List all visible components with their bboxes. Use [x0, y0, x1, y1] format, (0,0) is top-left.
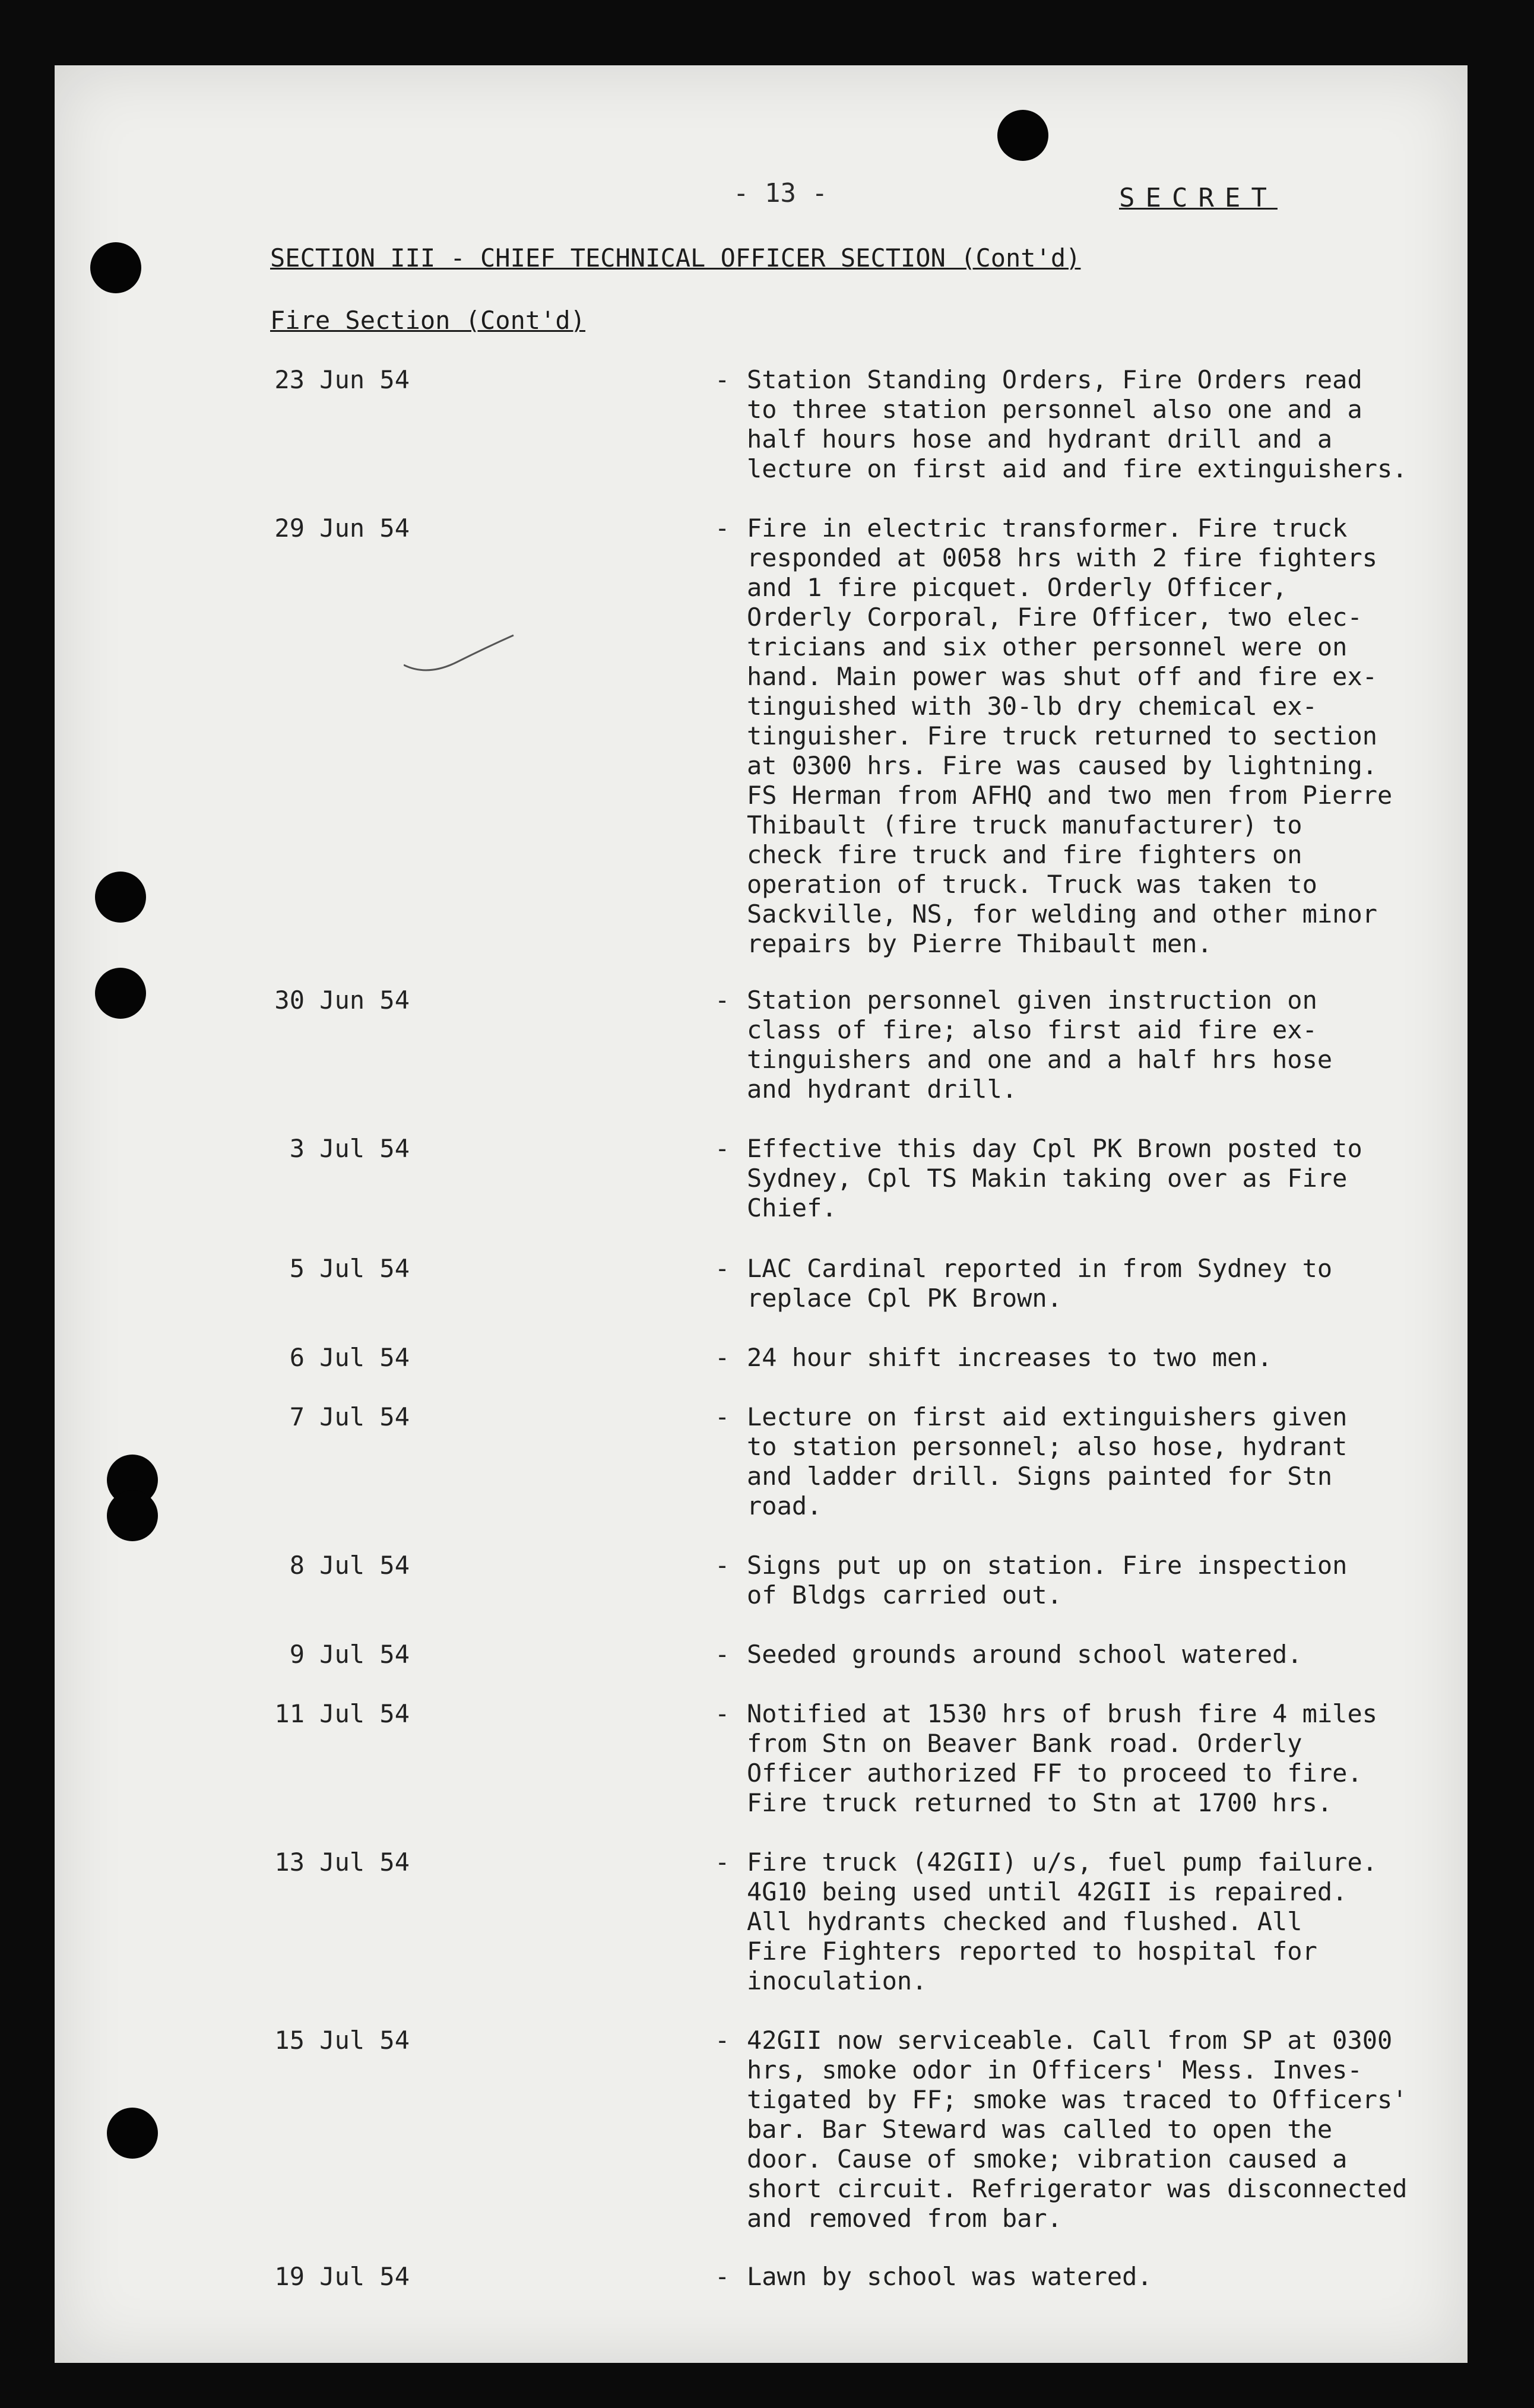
- page-number: - 13 -: [733, 178, 828, 208]
- entry-dash: -: [715, 1699, 730, 1728]
- entry-dash: -: [715, 514, 730, 543]
- pencil-mark: [404, 632, 522, 680]
- punch-hole: [997, 110, 1048, 161]
- entry-text: Fire in electric transformer. Fire truck responded at 0058 hrs with 2 fire fighters and 1 fire picquet. Orderly Officer, Orderly Corporal, Fire Officer, two elec- tricians and six other personnel were on hand. Main power was shut off and fire ex- tinguished with 30-lb dry chemical ex- tinguisher. Fire truck returned to section at 0300 hrs. Fire was caused by lightning. FS Herman from AFHQ and two men from Pierre Thibault (fire truck manufacturer) to check fire truck and fire fighters on operation of truck. Truck was taken to Sackville, NS, for welding and other minor repairs by Pierre Thibault men.: [747, 514, 1393, 958]
- entry-text: 42GII now serviceable. Call from SP at 0300 hrs, smoke odor in Officers' Mess. Inves- tigated by FF; smoke was traced to Officers' bar. Bar Steward was called to open the door. Cause of smoke; vibration caused a short circuit. Refrigerator was disconnected and removed from bar.: [747, 2026, 1408, 2233]
- entry-date: 30 Jun 54: [274, 986, 410, 1015]
- punch-hole: [107, 1490, 158, 1541]
- entry-text: Lawn by school was watered.: [747, 2262, 1152, 2291]
- entry-date: 19 Jul 54: [274, 2262, 410, 2291]
- entry-date: 23 Jun 54: [274, 365, 410, 394]
- entry-dash: -: [715, 1343, 730, 1372]
- entry-text: Effective this day Cpl PK Brown posted to Sydney, Cpl TS Makin taking over as Fire Chief.: [747, 1134, 1362, 1222]
- entry-date: 8 Jul 54: [289, 1551, 410, 1580]
- entry-date: 7 Jul 54: [289, 1402, 410, 1431]
- entry-date: 3 Jul 54: [289, 1134, 410, 1163]
- entry-text: Signs put up on station. Fire inspection of Bldgs carried out.: [747, 1551, 1348, 1609]
- entry-date: 5 Jul 54: [289, 1254, 410, 1283]
- entry-date: 13 Jul 54: [274, 1848, 410, 1877]
- entry-dash: -: [715, 1551, 730, 1580]
- entry-text: Station personnel given instruction on class of fire; also first aid fire ex- tinguishers and one and a half hrs hose and hydrant drill.: [747, 986, 1333, 1104]
- entry-dash: -: [715, 2026, 730, 2055]
- entry-text: LAC Cardinal reported in from Sydney to replace Cpl PK Brown.: [747, 1254, 1333, 1313]
- entry-text: Seeded grounds around school watered.: [747, 1640, 1302, 1669]
- entry-text: Notified at 1530 hrs of brush fire 4 miles from Stn on Beaver Bank road. Orderly Officer authorized FF to proceed to fire. Fire truck returned to Stn at 1700 hrs.: [747, 1699, 1378, 1817]
- entry-dash: -: [715, 986, 730, 1015]
- section-title: SECTION III - CHIEF TECHNICAL OFFICER SECTION (Cont'd): [270, 243, 1081, 273]
- entry-date: 6 Jul 54: [289, 1343, 410, 1372]
- punch-hole: [107, 2108, 158, 2159]
- entry-date: 29 Jun 54: [274, 514, 410, 543]
- entry-text: Station Standing Orders, Fire Orders read to three station personnel also one and a half hours hose and hydrant drill and a lecture on first aid and fire extinguishers.: [747, 365, 1408, 483]
- entry-text: Lecture on first aid extinguishers given to station personnel; also hose, hydrant and ladder drill. Signs painted for Stn road.: [747, 1402, 1348, 1520]
- entry-date: 15 Jul 54: [274, 2026, 410, 2055]
- punch-hole: [95, 968, 146, 1019]
- subsection-title: Fire Section (Cont'd): [270, 306, 586, 335]
- entry-dash: -: [715, 365, 730, 394]
- entry-date: 9 Jul 54: [289, 1640, 410, 1669]
- entry-text: Fire truck (42GII) u/s, fuel pump failure. 4G10 being used until 42GII is repaired. All hydrants checked and flushed. All Fire Fighters reported to hospital for inoculation.: [747, 1848, 1378, 1995]
- entry-dash: -: [715, 1254, 730, 1283]
- entry-dash: -: [715, 2262, 730, 2291]
- entry-dash: -: [715, 1134, 730, 1163]
- entry-text: 24 hour shift increases to two men.: [747, 1343, 1273, 1372]
- entry-dash: -: [715, 1640, 730, 1669]
- punch-hole: [90, 242, 141, 293]
- entry-date: 11 Jul 54: [274, 1699, 410, 1728]
- punch-hole: [95, 872, 146, 923]
- classification-marking: SECRET: [1119, 183, 1278, 213]
- entry-dash: -: [715, 1402, 730, 1431]
- entry-dash: -: [715, 1848, 730, 1877]
